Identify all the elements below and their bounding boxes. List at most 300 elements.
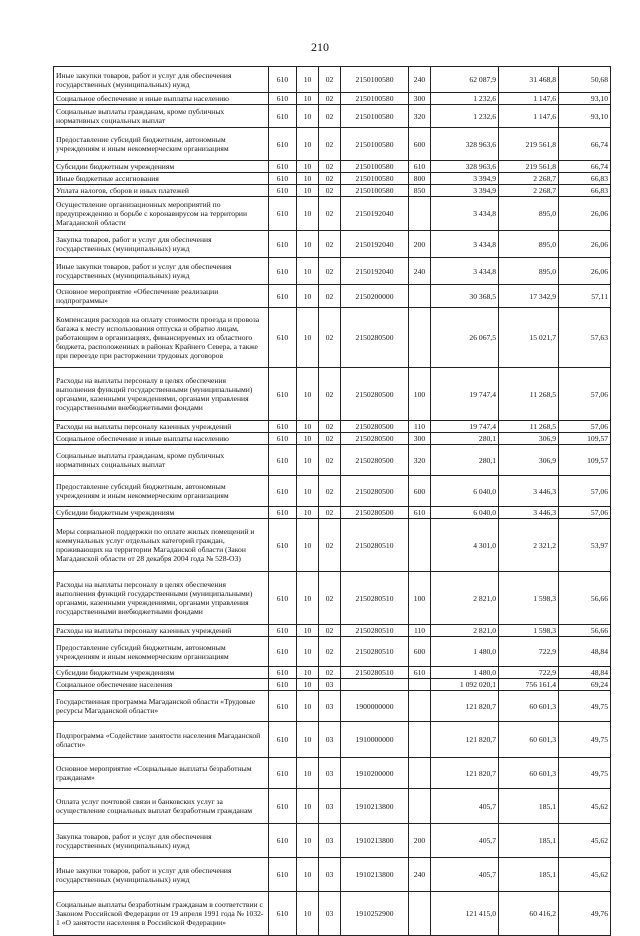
expense-type-code (409, 789, 431, 824)
section-code: 10 (297, 231, 319, 258)
section-code: 10 (297, 105, 319, 128)
table-row (54, 519, 611, 572)
target-article-code: 2150100580 (341, 173, 409, 185)
table-row (54, 105, 611, 128)
expense-type-code: 200 (409, 824, 431, 858)
execution-percent: 45,62 (559, 789, 611, 824)
plan-amount: 121 820,7 (431, 722, 499, 758)
plan-amount: 4 301,0 (431, 519, 499, 572)
table-row (54, 161, 611, 173)
table-row (54, 858, 611, 892)
subsection-code: 02 (319, 185, 341, 197)
execution-percent: 57,06 (559, 507, 611, 519)
section-code: 10 (297, 368, 319, 421)
actual-amount: 15 021,7 (499, 308, 559, 368)
subsection-code: 03 (319, 722, 341, 758)
actual-amount: 895,0 (499, 231, 559, 258)
ved-code: 610 (269, 892, 297, 936)
row-name: Подпрограмма «Содействие занятости населения Магаданской области» (54, 722, 269, 758)
budget-table-body (54, 67, 611, 936)
section-code: 10 (297, 625, 319, 637)
table-row (54, 285, 611, 308)
row-name: Расходы на выплаты персоналу в целях обеспечения выполнения функций государственными (муниципальными) органами, казенными учреждениями, органами управления государственными внебюджетными фондами (54, 572, 269, 625)
target-article-code: 2150280500 (341, 308, 409, 368)
subsection-code: 02 (319, 285, 341, 308)
section-code: 10 (297, 519, 319, 572)
expense-type-code (409, 679, 431, 691)
ved-code: 610 (269, 667, 297, 679)
expense-type-code: 100 (409, 572, 431, 625)
plan-amount: 62 087,9 (431, 67, 499, 93)
table-row (54, 185, 611, 197)
subsection-code: 03 (319, 789, 341, 824)
plan-amount: 405,7 (431, 824, 499, 858)
execution-percent: 66,74 (559, 128, 611, 161)
actual-amount: 1 598,3 (499, 625, 559, 637)
expense-type-code: 320 (409, 445, 431, 476)
expense-type-code (409, 691, 431, 722)
plan-amount: 26 067,5 (431, 308, 499, 368)
execution-percent: 48,84 (559, 667, 611, 679)
execution-percent: 57,11 (559, 285, 611, 308)
plan-amount: 280,1 (431, 433, 499, 445)
table-row (54, 231, 611, 258)
subsection-code: 02 (319, 368, 341, 421)
plan-amount: 3 434,8 (431, 197, 499, 231)
subsection-code: 02 (319, 67, 341, 93)
expense-type-code: 320 (409, 105, 431, 128)
execution-percent: 56,66 (559, 572, 611, 625)
row-name: Социальное обеспечение и иные выплаты населению (54, 433, 269, 445)
ved-code: 610 (269, 789, 297, 824)
subsection-code: 02 (319, 421, 341, 433)
expense-type-code: 240 (409, 67, 431, 93)
subsection-code: 03 (319, 691, 341, 722)
target-article-code: 2150192040 (341, 258, 409, 285)
subsection-code: 02 (319, 445, 341, 476)
expense-type-code: 240 (409, 858, 431, 892)
subsection-code: 02 (319, 105, 341, 128)
ved-code: 610 (269, 758, 297, 789)
plan-amount: 1 480,0 (431, 667, 499, 679)
ved-code: 610 (269, 445, 297, 476)
table-row (54, 507, 611, 519)
section-code: 10 (297, 285, 319, 308)
target-article-code: 2150280500 (341, 476, 409, 507)
row-name: Государственная программа Магаданской области «Трудовые ресурсы Магаданской области» (54, 691, 269, 722)
plan-amount: 1 480,0 (431, 637, 499, 667)
ved-code: 610 (269, 105, 297, 128)
row-name: Расходы на выплаты персоналу казенных учреждений (54, 421, 269, 433)
subsection-code: 03 (319, 758, 341, 789)
plan-amount: 280,1 (431, 445, 499, 476)
execution-percent: 45,62 (559, 858, 611, 892)
plan-amount: 19 747,4 (431, 368, 499, 421)
actual-amount: 306,9 (499, 433, 559, 445)
target-article-code: 2150280500 (341, 507, 409, 519)
plan-amount: 30 368,5 (431, 285, 499, 308)
execution-percent: 26,06 (559, 258, 611, 285)
execution-percent: 50,68 (559, 67, 611, 93)
target-article-code: 2150280500 (341, 445, 409, 476)
expense-type-code: 300 (409, 433, 431, 445)
execution-percent: 93,10 (559, 93, 611, 105)
row-name: Иные закупки товаров, работ и услуг для обеспечения государственных (муниципальных) нужд (54, 258, 269, 285)
actual-amount: 219 561,8 (499, 161, 559, 173)
table-row (54, 368, 611, 421)
subsection-code: 02 (319, 637, 341, 667)
table-row (54, 476, 611, 507)
table-row (54, 758, 611, 789)
table-row (54, 824, 611, 858)
plan-amount: 405,7 (431, 858, 499, 892)
expense-type-code: 110 (409, 625, 431, 637)
row-name: Иные бюджетные ассигнования (54, 173, 269, 185)
section-code: 10 (297, 67, 319, 93)
section-code: 10 (297, 93, 319, 105)
ved-code: 610 (269, 197, 297, 231)
section-code: 10 (297, 789, 319, 824)
target-article-code: 2150192040 (341, 231, 409, 258)
ved-code: 610 (269, 433, 297, 445)
actual-amount: 2 268,7 (499, 173, 559, 185)
expense-type-code: 600 (409, 128, 431, 161)
ved-code: 610 (269, 185, 297, 197)
execution-percent: 48,84 (559, 637, 611, 667)
plan-amount: 121 820,7 (431, 758, 499, 789)
expense-type-code: 100 (409, 368, 431, 421)
actual-amount: 1 598,3 (499, 572, 559, 625)
table-row (54, 572, 611, 625)
plan-amount: 328 963,6 (431, 161, 499, 173)
expense-type-code: 850 (409, 185, 431, 197)
target-article-code: 2150100580 (341, 185, 409, 197)
execution-percent: 45,62 (559, 824, 611, 858)
row-name: Расходы на выплаты персоналу казенных учреждений (54, 625, 269, 637)
row-name: Предоставление субсидий бюджетным, автономным учреждениям и иным некоммерческим организациям (54, 637, 269, 667)
target-article-code: 1910252900 (341, 892, 409, 936)
execution-percent: 49,75 (559, 691, 611, 722)
ved-code: 610 (269, 285, 297, 308)
ved-code: 610 (269, 128, 297, 161)
actual-amount: 2 321,2 (499, 519, 559, 572)
expense-type-code: 600 (409, 476, 431, 507)
expense-type-code (409, 758, 431, 789)
row-name: Компенсация расходов на оплату стоимости проезда и провоза багажа к месту использования отпуска и обратно лицам, работающим в организациях, финансируемых из областного бюджета, расположенных в районах Крайнего Севера, а также при переезде при расторжении трудовых договоров (54, 308, 269, 368)
subsection-code: 02 (319, 161, 341, 173)
ved-code: 610 (269, 173, 297, 185)
subsection-code: 02 (319, 572, 341, 625)
plan-amount: 328 963,6 (431, 128, 499, 161)
target-article-code: 2150280510 (341, 667, 409, 679)
execution-percent: 66,83 (559, 173, 611, 185)
actual-amount: 60 601,3 (499, 691, 559, 722)
actual-amount: 219 561,8 (499, 128, 559, 161)
ved-code: 610 (269, 858, 297, 892)
plan-amount: 3 394,9 (431, 173, 499, 185)
target-article-code: 2150100580 (341, 105, 409, 128)
ved-code: 610 (269, 824, 297, 858)
table-row (54, 433, 611, 445)
row-name: Основное мероприятие «Социальные выплаты безработным гражданам» (54, 758, 269, 789)
execution-percent: 57,06 (559, 476, 611, 507)
plan-amount: 2 821,0 (431, 625, 499, 637)
plan-amount: 2 821,0 (431, 572, 499, 625)
ved-code: 610 (269, 67, 297, 93)
section-code: 10 (297, 892, 319, 936)
plan-amount: 3 394,9 (431, 185, 499, 197)
expense-type-code (409, 519, 431, 572)
table-row (54, 722, 611, 758)
table-row (54, 258, 611, 285)
section-code: 10 (297, 185, 319, 197)
row-name: Закупка товаров, работ и услуг для обеспечения государственных (муниципальных) нужд (54, 231, 269, 258)
row-name: Социальные выплаты безработным гражданам в соответствии с Законом Российской Федерации от 19 апреля 1991 года № 1032-1 «О занятости населения в Российской Федерации» (54, 892, 269, 936)
expense-type-code: 300 (409, 93, 431, 105)
section-code: 10 (297, 128, 319, 161)
row-name: Социальные выплаты гражданам, кроме публичных нормативных социальных выплат (54, 445, 269, 476)
actual-amount: 3 446,3 (499, 476, 559, 507)
section-code: 10 (297, 258, 319, 285)
section-code: 10 (297, 679, 319, 691)
section-code: 10 (297, 637, 319, 667)
target-article-code: 2150280510 (341, 637, 409, 667)
actual-amount: 185,1 (499, 824, 559, 858)
section-code: 10 (297, 507, 319, 519)
execution-percent: 69,24 (559, 679, 611, 691)
ved-code: 610 (269, 722, 297, 758)
table-row (54, 421, 611, 433)
table-row (54, 173, 611, 185)
execution-percent: 66,74 (559, 161, 611, 173)
table-row (54, 93, 611, 105)
subsection-code: 02 (319, 519, 341, 572)
target-article-code: 2150100580 (341, 93, 409, 105)
actual-amount: 3 446,3 (499, 507, 559, 519)
expense-type-code: 610 (409, 667, 431, 679)
plan-amount: 1 232,6 (431, 93, 499, 105)
row-name: Субсидии бюджетным учреждениям (54, 507, 269, 519)
subsection-code: 02 (319, 231, 341, 258)
target-article-code: 1910200000 (341, 758, 409, 789)
execution-percent: 93,10 (559, 105, 611, 128)
expense-type-code: 110 (409, 421, 431, 433)
ved-code: 610 (269, 421, 297, 433)
section-code: 10 (297, 858, 319, 892)
row-name: Оплата услуг почтовой связи и банковских услуг за осуществление социальных выплат безработным гражданам (54, 789, 269, 824)
section-code: 10 (297, 476, 319, 507)
execution-percent: 57,06 (559, 421, 611, 433)
target-article-code: 2150100580 (341, 161, 409, 173)
subsection-code: 03 (319, 858, 341, 892)
table-row (54, 892, 611, 936)
expense-type-code (409, 285, 431, 308)
actual-amount: 895,0 (499, 258, 559, 285)
table-row (54, 789, 611, 824)
row-name: Субсидии бюджетным учреждениям (54, 667, 269, 679)
expense-type-code (409, 308, 431, 368)
expense-type-code: 600 (409, 637, 431, 667)
actual-amount: 17 342,9 (499, 285, 559, 308)
target-article-code: 2150200000 (341, 285, 409, 308)
row-name: Меры социальной поддержки по оплате жилых помещений и коммунальных услуг отдельных категорий граждан, проживающих на территории Магаданской области (Закон Магаданской области от 28 декабря 2004 года № 528-ОЗ) (54, 519, 269, 572)
section-code: 10 (297, 572, 319, 625)
subsection-code: 03 (319, 679, 341, 691)
section-code: 10 (297, 667, 319, 679)
subsection-code: 02 (319, 476, 341, 507)
ved-code: 610 (269, 637, 297, 667)
target-article-code: 2150100580 (341, 67, 409, 93)
row-name: Основное мероприятие «Обеспечение реализации подпрограммы» (54, 285, 269, 308)
section-code: 10 (297, 445, 319, 476)
table-row (54, 445, 611, 476)
actual-amount: 185,1 (499, 858, 559, 892)
execution-percent: 66,83 (559, 185, 611, 197)
execution-percent: 49,75 (559, 722, 611, 758)
page-number: 210 (311, 40, 329, 54)
execution-percent: 26,06 (559, 231, 611, 258)
actual-amount: 11 268,5 (499, 368, 559, 421)
subsection-code: 02 (319, 128, 341, 161)
target-article-code: 2150100580 (341, 128, 409, 161)
table-row (54, 67, 611, 93)
plan-amount: 19 747,4 (431, 421, 499, 433)
budget-table (53, 66, 611, 936)
target-article-code: 2150280500 (341, 368, 409, 421)
ved-code: 610 (269, 519, 297, 572)
execution-percent: 53,97 (559, 519, 611, 572)
subsection-code: 02 (319, 625, 341, 637)
actual-amount: 756 161,4 (499, 679, 559, 691)
plan-amount: 1 232,6 (431, 105, 499, 128)
actual-amount: 722,9 (499, 667, 559, 679)
target-article-code: 1910213800 (341, 858, 409, 892)
row-name: Иные закупки товаров, работ и услуг для обеспечения государственных (муниципальных) нужд (54, 67, 269, 93)
section-code: 10 (297, 433, 319, 445)
row-name: Субсидии бюджетным учреждениям (54, 161, 269, 173)
plan-amount: 1 092 020,1 (431, 679, 499, 691)
section-code: 10 (297, 197, 319, 231)
row-name: Социальное обеспечение населения (54, 679, 269, 691)
section-code: 10 (297, 691, 319, 722)
subsection-code: 02 (319, 93, 341, 105)
execution-percent: 49,76 (559, 892, 611, 936)
ved-code: 610 (269, 691, 297, 722)
target-article-code: 2150280510 (341, 625, 409, 637)
subsection-code: 02 (319, 667, 341, 679)
plan-amount: 6 040,0 (431, 507, 499, 519)
section-code: 10 (297, 824, 319, 858)
subsection-code: 02 (319, 197, 341, 231)
plan-amount: 121 415,0 (431, 892, 499, 936)
actual-amount: 185,1 (499, 789, 559, 824)
expense-type-code: 610 (409, 507, 431, 519)
table-row (54, 691, 611, 722)
row-name: Социальные выплаты гражданам, кроме публичных нормативных социальных выплат (54, 105, 269, 128)
target-article-code: 2150280510 (341, 519, 409, 572)
execution-percent: 26,06 (559, 197, 611, 231)
target-article-code: 1910213800 (341, 824, 409, 858)
table-row (54, 308, 611, 368)
actual-amount: 60 601,3 (499, 758, 559, 789)
subsection-code: 02 (319, 308, 341, 368)
section-code: 10 (297, 421, 319, 433)
ved-code: 610 (269, 308, 297, 368)
subsection-code: 02 (319, 258, 341, 285)
actual-amount: 60 416,2 (499, 892, 559, 936)
row-name: Осуществление организационных мероприятий по предупреждению и борьбе с коронавирусом на территории Магаданской области (54, 197, 269, 231)
actual-amount: 1 147,6 (499, 105, 559, 128)
ved-code: 610 (269, 258, 297, 285)
target-article-code (341, 679, 409, 691)
expense-type-code (409, 197, 431, 231)
expense-type-code (409, 892, 431, 936)
plan-amount: 121 820,7 (431, 691, 499, 722)
target-article-code: 1910213800 (341, 789, 409, 824)
row-name: Предоставление субсидий бюджетным, автономным учреждениям и иным некоммерческим организациям (54, 128, 269, 161)
subsection-code: 02 (319, 433, 341, 445)
actual-amount: 1 147,6 (499, 93, 559, 105)
target-article-code: 2150280500 (341, 433, 409, 445)
expense-type-code (409, 722, 431, 758)
execution-percent: 57,63 (559, 308, 611, 368)
actual-amount: 306,9 (499, 445, 559, 476)
plan-amount: 6 040,0 (431, 476, 499, 507)
row-name: Уплата налогов, сборов и иных платежей (54, 185, 269, 197)
ved-code: 610 (269, 572, 297, 625)
section-code: 10 (297, 722, 319, 758)
row-name: Социальное обеспечение и иные выплаты населению (54, 93, 269, 105)
ved-code: 610 (269, 625, 297, 637)
subsection-code: 02 (319, 507, 341, 519)
execution-percent: 49,75 (559, 758, 611, 789)
expense-type-code: 200 (409, 231, 431, 258)
section-code: 10 (297, 758, 319, 789)
plan-amount: 3 434,8 (431, 231, 499, 258)
plan-amount: 405,7 (431, 789, 499, 824)
ved-code: 610 (269, 507, 297, 519)
subsection-code: 02 (319, 173, 341, 185)
expense-type-code: 240 (409, 258, 431, 285)
target-article-code: 1910000000 (341, 722, 409, 758)
ved-code: 610 (269, 93, 297, 105)
execution-percent: 109,57 (559, 433, 611, 445)
expense-type-code: 610 (409, 161, 431, 173)
target-article-code: 1900000000 (341, 691, 409, 722)
actual-amount: 722,9 (499, 637, 559, 667)
section-code: 10 (297, 173, 319, 185)
table-row (54, 637, 611, 667)
target-article-code: 2150280500 (341, 421, 409, 433)
plan-amount: 3 434,8 (431, 258, 499, 285)
target-article-code: 2150280510 (341, 572, 409, 625)
row-name: Закупка товаров, работ и услуг для обеспечения государственных (муниципальных) нужд (54, 824, 269, 858)
target-article-code: 2150192040 (341, 197, 409, 231)
actual-amount: 895,0 (499, 197, 559, 231)
execution-percent: 109,57 (559, 445, 611, 476)
table-row (54, 625, 611, 637)
ved-code: 610 (269, 231, 297, 258)
ved-code: 610 (269, 368, 297, 421)
subsection-code: 03 (319, 892, 341, 936)
ved-code: 610 (269, 476, 297, 507)
expense-type-code: 800 (409, 173, 431, 185)
table-row (54, 667, 611, 679)
ved-code: 610 (269, 161, 297, 173)
row-name: Иные закупки товаров, работ и услуг для обеспечения государственных (муниципальных) нужд (54, 858, 269, 892)
subsection-code: 03 (319, 824, 341, 858)
actual-amount: 2 268,7 (499, 185, 559, 197)
